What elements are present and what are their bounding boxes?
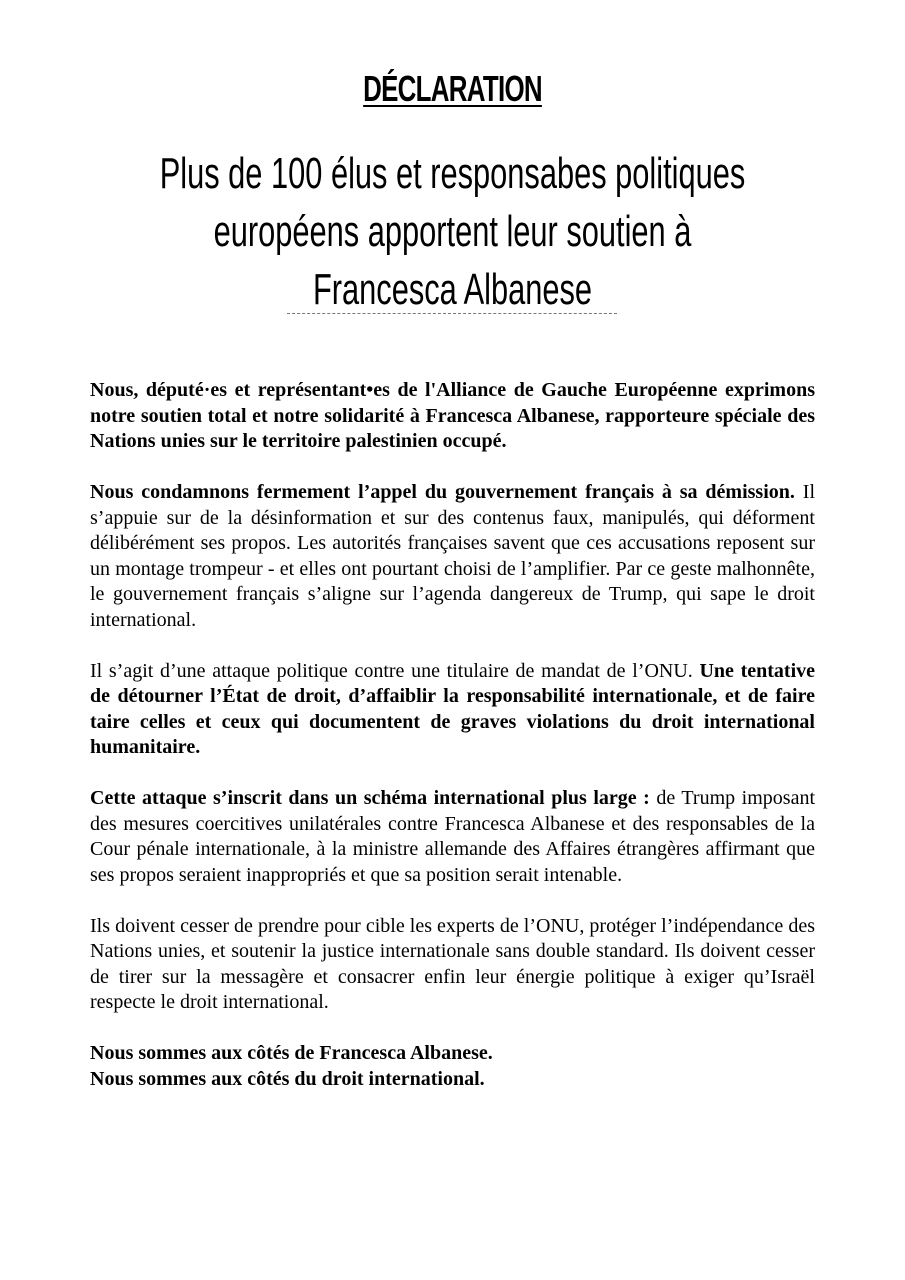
paragraph-demands (90, 914, 815, 1016)
paragraph-text: Il s’appuie sur de la désinformation et sur des contenus faux, manipulés, qui déforment délibérément ses propos. Les autorités françaises savent que ces accusations reposent sur un montage trompeur - et elles ont pourtant choisi de l’amplifier. Par ce geste malhonnête, le gouvernement français s’aligne sur l’agenda dangereux de Trump, qui sape le droit international. (90, 481, 815, 631)
document-title (0, 145, 905, 319)
title-line: européens apportent leur soutien à (213, 207, 692, 256)
paragraph-international-pattern (90, 786, 815, 888)
separator-line (287, 313, 617, 314)
title-line: Francesca Albanese (312, 265, 593, 314)
closing-line: Nous sommes aux côtés du droit international. (90, 1067, 485, 1090)
paragraph-text: de Trump imposant des mesures coercitives unilatérales contre Francesca Albanese et des responsables de la Cour pénale internationale, à la ministre allemande des Affaires étrangères affirmant que ses propos seraient inappropriés et que sa position serait intenable. (90, 787, 815, 886)
paragraph-text: Il s’agit d’une attaque politique contre une titulaire de mandat de l’ONU. (90, 659, 700, 682)
paragraph-bold-text: Une tentative de détourner l’État de droit, d’affaiblir la responsabilité internationale, et de faire taire celles et ceux qui documentent de graves violations du droit international humanitaire. (90, 659, 816, 758)
paragraph-support (90, 378, 815, 455)
paragraph-bold-text: Cette attaque s’inscrit dans un schéma international plus large : (90, 787, 650, 809)
document-body (90, 378, 815, 1118)
title-line: Plus de 100 élus et responsabes politiques (159, 149, 746, 198)
document-heading: DÉCLARATION (363, 68, 542, 109)
paragraph-political-attack (90, 659, 815, 761)
closing-statement (90, 1041, 815, 1092)
paragraph-text: Ils doivent cesser de prendre pour cible les experts de l’ONU, protéger l’indépendance des Nations unies, et soutenir la justice internationale sans double standard. Ils doivent cesser de tirer sur la messagère et consacrer enfin leur énergie politique à exiger qu’Israël respecte le droit international. (90, 914, 815, 1013)
closing-line: Nous sommes aux côtés de Francesca Albanese. (90, 1042, 493, 1064)
paragraph-bold-text: Nous condamnons fermement l’appel du gouvernement français à sa démission. (90, 481, 795, 503)
paragraph-bold-text: Nous, député·es et représentant•es de l'Alliance de Gauche Européenne exprimons notre soutien total et notre solidarité à Francesca Albanese, rapporteure spéciale des Nations unies sur le territoire palestinien occupé. (90, 379, 815, 452)
paragraph-condemnation (90, 480, 815, 633)
